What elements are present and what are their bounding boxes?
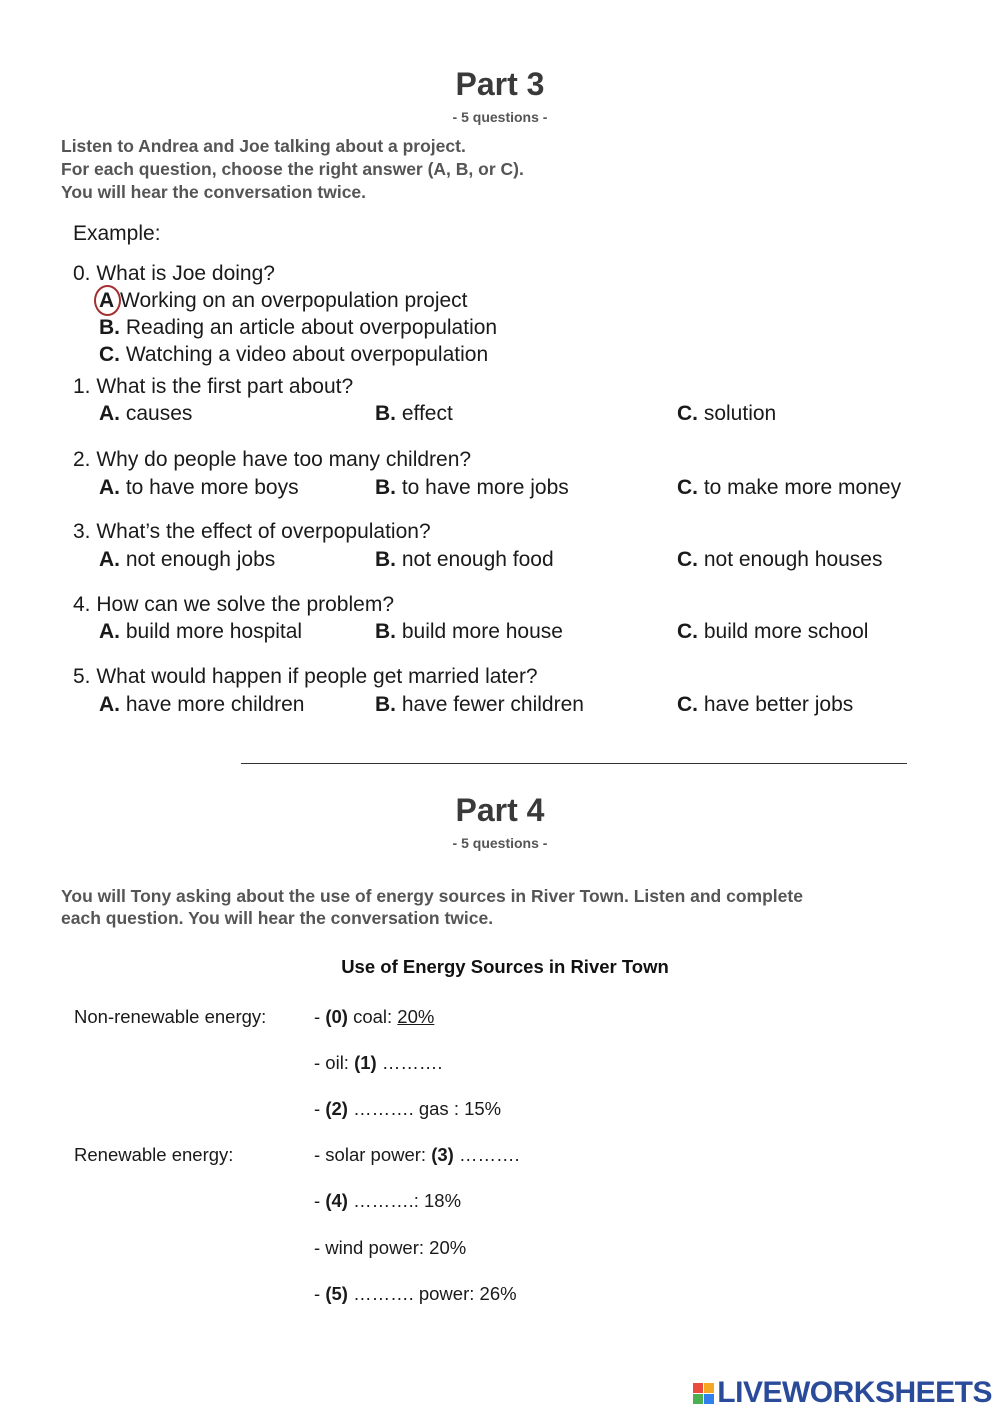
logo-blocks-icon (693, 1383, 714, 1404)
item-prefix: - (314, 1283, 326, 1304)
logo-block (693, 1394, 703, 1404)
q2-option-b[interactable] (375, 476, 569, 500)
item-number: (4) (325, 1190, 348, 1211)
option-text: not enough houses (698, 548, 883, 571)
option-letter: A. (99, 620, 120, 643)
option-letter: B. (375, 476, 396, 499)
example-option-c (99, 343, 488, 367)
item-number: (3) (431, 1144, 454, 1165)
example-question: 0. What is Joe doing? (73, 262, 275, 285)
example-label: Example: (73, 222, 161, 245)
option-letter: C. (677, 620, 698, 643)
part4-instruction-line: each question. You will hear the conversation twice. (61, 908, 494, 928)
part3-subtitle: - 5 questions - (452, 109, 548, 125)
answer-blank[interactable]: ………. gas : 15% (347, 1098, 502, 1119)
option-text: have better jobs (698, 693, 854, 716)
part4-title: Part 4 (455, 792, 545, 828)
q2-option-a[interactable] (99, 476, 299, 500)
part4-subtitle: - 5 questions - (452, 835, 548, 851)
option-text: not enough food (396, 548, 554, 571)
item-number: (1) (354, 1052, 377, 1073)
q4-option-a[interactable] (99, 620, 302, 644)
option-text: have more children (120, 693, 305, 716)
option-letter: C. (99, 343, 120, 366)
option-letter: A. (99, 693, 120, 716)
option-letter: B. (99, 316, 120, 339)
example-answer: 20% (397, 1006, 435, 1027)
item-prefix: - (314, 1006, 326, 1027)
energy-item-4[interactable] (314, 1190, 461, 1212)
q5-option-c[interactable] (677, 693, 853, 717)
option-letter: A. (99, 476, 120, 499)
item-number: (2) (325, 1098, 348, 1119)
q4-option-c[interactable] (677, 620, 868, 644)
part3-instructions (61, 135, 524, 204)
part4-instruction-line: You will Tony asking about the use of energy sources in River Town. Listen and complete (61, 886, 803, 906)
option-letter: A. (99, 402, 120, 425)
option-text: solution (698, 402, 777, 425)
q5-option-b[interactable] (375, 693, 584, 717)
q3-option-c[interactable] (677, 548, 883, 572)
option-text: build more house (396, 620, 563, 643)
question-3: 3. What’s the effect of overpopulation? (73, 520, 431, 543)
option-text: effect (396, 402, 453, 425)
question-5: 5. What would happen if people get married later? (73, 665, 538, 688)
energy-item-3[interactable] (314, 1144, 520, 1166)
option-letter: B. (375, 402, 396, 425)
option-letter: C. (677, 476, 698, 499)
energy-item-2[interactable] (314, 1098, 501, 1120)
q1-option-a[interactable] (99, 402, 192, 426)
part3-instruction-line: You will hear the conversation twice. (61, 182, 367, 202)
q4-option-b[interactable] (375, 620, 563, 644)
example-option-b (99, 316, 497, 340)
option-text: causes (120, 402, 193, 425)
question-1: 1. What is the first part about? (73, 375, 354, 398)
item-text: coal: (347, 1006, 398, 1027)
option-text: have fewer children (396, 693, 584, 716)
question-4: 4. How can we solve the problem? (73, 593, 394, 616)
item-prefix: - (314, 1190, 326, 1211)
item-prefix: - (314, 1098, 326, 1119)
energy-table-title: Use of Energy Sources in River Town (341, 956, 669, 977)
option-letter: C. (677, 693, 698, 716)
option-text: build more hospital (120, 620, 303, 643)
part3-instruction-line: For each question, choose the right answer (A, B, or C). (61, 159, 524, 179)
part3-instruction-line: Listen to Andrea and Joe talking about a project. (61, 136, 466, 156)
item-number: (0) (325, 1006, 348, 1027)
option-letter: A. (99, 548, 120, 571)
energy-item-1[interactable] (314, 1052, 443, 1074)
part3-title: Part 3 (455, 66, 545, 102)
option-letter: A (99, 289, 115, 312)
option-text: to make more money (698, 476, 902, 499)
item-number: (5) (325, 1283, 348, 1304)
answer-blank[interactable]: ………. (453, 1144, 520, 1165)
option-text: build more school (698, 620, 869, 643)
energy-item-5[interactable] (314, 1283, 517, 1305)
logo-block (704, 1394, 714, 1404)
energy-item-wind: - wind power: 20% (314, 1237, 467, 1258)
option-text: to have more jobs (396, 476, 569, 499)
logo-text: LIVEWORKSHEETS (717, 1376, 992, 1409)
q3-option-b[interactable] (375, 548, 554, 572)
q1-option-b[interactable] (375, 402, 453, 426)
option-text: Watching a video about overpopulation (120, 343, 489, 366)
option-text: not enough jobs (120, 548, 276, 571)
option-letter: B. (375, 548, 396, 571)
option-letter: C. (677, 402, 698, 425)
q2-option-c[interactable] (677, 476, 901, 500)
option-letter: B. (375, 693, 396, 716)
section-divider (241, 763, 907, 764)
renewable-label: Renewable energy: (74, 1144, 234, 1165)
liveworksheets-logo (693, 1376, 992, 1410)
option-letter: B. (375, 620, 396, 643)
question-2: 2. Why do people have too many children? (73, 448, 472, 471)
option-text: Reading an article about overpopulation (120, 316, 498, 339)
logo-block (704, 1383, 714, 1393)
part4-instructions (61, 885, 803, 929)
option-text: Working on an overpopulation project (114, 289, 468, 312)
option-text: to have more boys (120, 476, 299, 499)
option-letter: C. (677, 548, 698, 571)
non-renewable-label: Non-renewable energy: (74, 1006, 267, 1027)
q1-option-c[interactable] (677, 402, 776, 426)
answer-blank[interactable]: ………. (376, 1052, 443, 1073)
q3-option-a[interactable] (99, 548, 275, 572)
item-prefix: - solar power: (314, 1144, 432, 1165)
item-prefix: - oil: (314, 1052, 355, 1073)
q5-option-a[interactable] (99, 693, 304, 717)
logo-block (693, 1383, 703, 1393)
answer-blank[interactable]: ………. power: 26% (347, 1283, 517, 1304)
example-option-a (99, 289, 468, 313)
energy-item-0 (314, 1006, 434, 1028)
answer-blank[interactable]: ……….: 18% (347, 1190, 462, 1211)
